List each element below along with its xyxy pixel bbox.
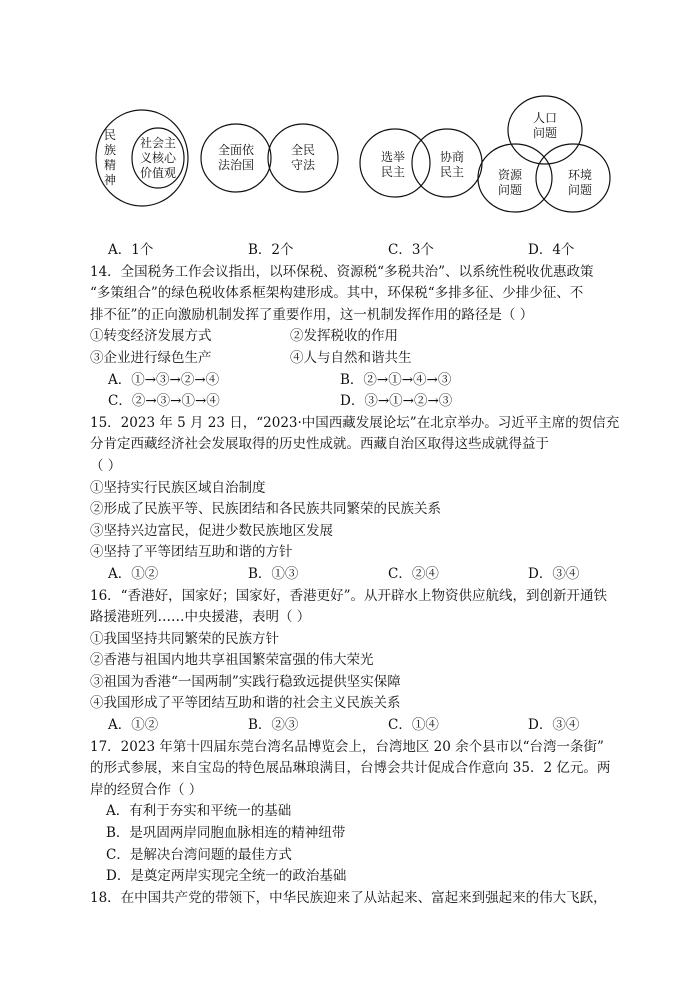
q15-item: ④坚持了平等团结互助和谐的方针 [90,544,293,561]
q15-item: ①坚持实行民族区域自治制度 [90,479,266,496]
q13-option[interactable]: C．3个 [388,242,434,258]
d1-inner-label: 社会主 义核心 价值观 [139,136,176,180]
q17-option[interactable]: A．有利于夯实和平统一的基础 [106,803,292,820]
d1-outer-label: 民 族 精 神 [103,128,116,187]
q13-option[interactable]: B．2个 [248,242,294,258]
q13-option[interactable]: A．1个 [108,242,154,258]
d3-left-label: 选举 民主 [380,150,405,179]
q15-item: ②形成了民族平等、民族团结和各民族共同繁荣的民族关系 [90,501,441,518]
q14-options [90,370,650,392]
q17-option[interactable]: C．是解决台湾问题的最佳方式 [106,846,292,863]
q16-stem-line: 16．“香港好，国家好；国家好，香港更好”。从开辟水上物资供应航线，到创新开通铁 [90,587,607,604]
q14-option[interactable]: B．②→①→④→③ [340,371,452,388]
q17-stem-line: 的形式参展，来自宝岛的特色展品琳琅满目，台博会共计促成合作意向 35．2 亿元。两 [90,760,611,777]
d3-right-label: 协商 民主 [439,150,464,179]
q14-items-row [90,326,650,348]
q14-stem-line: “多策组合”的绿色税收体系框架构建形成。其中，环保税“多排多征、少排少征、不 [90,285,584,302]
q16-stem-line: 路援港班列……中央援港，表明（ ） [90,609,311,626]
d4-right-label: 环境 问题 [567,168,592,197]
q14-item: ④人与自然和谐共生 [290,349,412,366]
q14-stem-line: 排不征”的正向激励机制发挥了重要作用，这一机制发挥作用的路径是（ ） [90,306,534,323]
q16-item: ①我国坚持共同繁荣的民族方针 [90,630,279,647]
q15-option[interactable]: C．②④ [388,565,439,582]
q15-options [90,564,650,586]
q17-option[interactable]: D．是奠定两岸实现完全统一的政治基础 [106,868,347,885]
q17-stem-line: 17．2023 年第十四届东莞台湾名品博览会上，台湾地区 20 余个县市以“台湾一条街” [90,738,604,755]
q14-item: ②发挥税收的作用 [290,328,398,345]
q16-options [90,715,650,737]
q13-options [90,240,650,262]
q15-option[interactable]: D．③④ [528,565,580,582]
q14-items-row [90,348,650,370]
d2-left-label: 全面依 法治国 [217,143,254,172]
q15-stem-line: （ ） [90,457,122,474]
q15-option[interactable]: A．①② [108,565,159,582]
q14-option[interactable]: A．①→③→②→④ [108,371,220,388]
q15-stem-line: 分肯定西藏经济社会发展取得的历史性成就。西藏自治区取得这些成就得益于 [90,436,549,453]
q13-option[interactable]: D．4个 [528,242,575,258]
d2-right-label: 全民 守法 [290,143,315,172]
q17-option[interactable]: B．是巩固两岸同胞血脉相连的精神纽带 [106,825,346,842]
question-content [90,240,650,909]
d4-left-label: 资源 问题 [497,168,522,197]
q16-option[interactable]: C．①④ [388,717,439,734]
q16-option[interactable]: B．②③ [248,717,299,734]
q14-stem-line: 14．全国税务工作会议指出，以环保税、资源税“多税共治”、以系统性税收优惠政策 [90,263,594,280]
q14-options [90,391,650,413]
q18-stem-line: 18．在中国共产党的带领下，中华民族迎来了从站起来、富起来到强起来的伟大飞跃， [90,889,607,906]
q15-item: ③坚持兴边富民，促进少数民族地区发展 [90,522,333,539]
q14-option[interactable]: C．②→③→①→④ [108,393,220,410]
q14-item: ①转变经济发展方式 [90,328,212,345]
q15-stem-line: 15．2023 年 5 月 23 日，“2023·中国西藏发展论坛”在北京举办。习近平主席的贺信充 [90,414,620,431]
q15-option[interactable]: B．①③ [248,565,299,582]
q14-option[interactable]: D．③→①→②→③ [340,393,453,410]
q17-stem-line: 岸的经贸合作（ ） [90,781,203,798]
q16-option[interactable]: D．③④ [528,717,580,734]
q14-item: ③企业进行绿色生产 [90,349,212,366]
q16-item: ④我国形成了平等团结互助和谐的社会主义民族关系 [90,695,401,712]
q16-item: ②香港与祖国内地共享祖国繁荣富强的伟大荣光 [90,652,374,669]
diagram-row [0,0,695,230]
q16-option[interactable]: A．①② [108,717,159,734]
d4-top-label: 人口 问题 [532,111,557,140]
q16-item: ③祖国为香港“一国两制”实践行稳致远提供坚实保障 [90,673,401,690]
